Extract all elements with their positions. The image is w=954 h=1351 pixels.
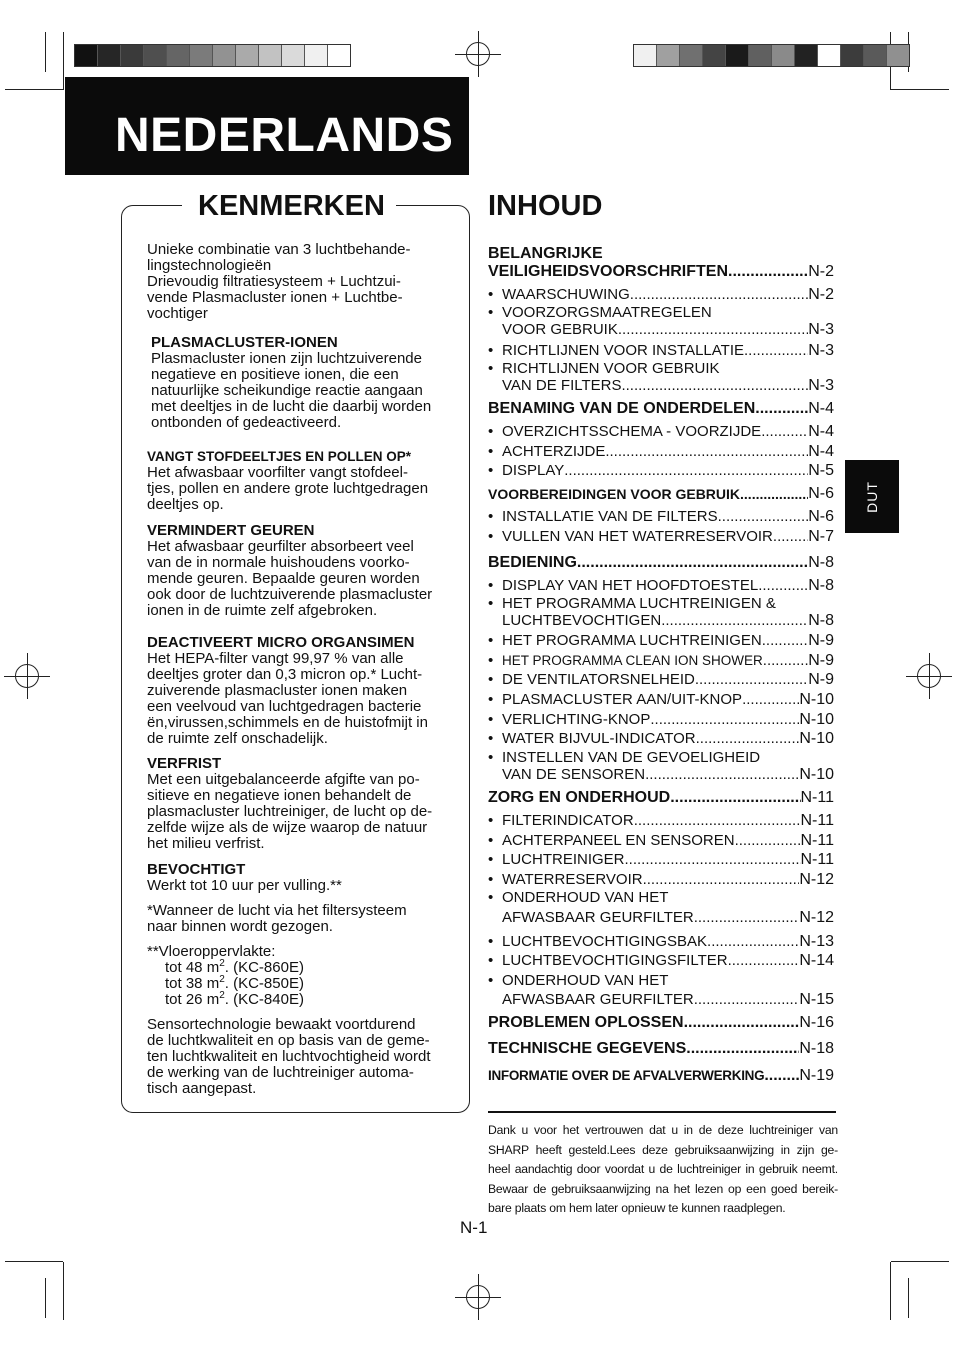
bullet: • [488, 632, 494, 649]
bullet: • [488, 952, 494, 969]
toc-page: N-10 [799, 691, 834, 708]
toc-leader [744, 342, 808, 360]
area-line [147, 976, 452, 992]
page-number: N-1 [460, 1218, 488, 1237]
area-value: tot 26 m [165, 991, 220, 1008]
calibration-swatch [841, 45, 864, 66]
toc-label: ZORG EN ONDERHOUD [488, 789, 671, 806]
calibration-swatch [328, 45, 350, 66]
superscript: 2 [219, 958, 225, 969]
text-line: ook door de luchtzuiverende plasmacluster [147, 586, 433, 603]
toc-leader [728, 263, 808, 281]
toc-entry[interactable] [488, 508, 834, 526]
calibration-swatch [282, 45, 305, 66]
text-line: SHARP heeft gesteld.Lees deze gebruiksaanwijzing in zijn ge- [488, 1142, 838, 1157]
calibration-swatch [657, 45, 680, 66]
toc-label: TECHNISCHE GEGEVENS [488, 1040, 687, 1057]
toc-page: N-12 [799, 871, 834, 888]
text-line: natuurlijke scheikundige reactie aangaan [151, 382, 423, 399]
text-line: een veelvoud van luchtgedragen bacterie [147, 698, 422, 715]
bullet: • [488, 812, 494, 829]
bullet: • [488, 508, 494, 525]
toc-label: ACHTERZIJDE [502, 443, 606, 460]
toc-label: RICHTLIJNEN VOOR INSTALLATIE [502, 342, 744, 359]
toc-leader [643, 871, 800, 889]
toc-label: PROBLEMEN OPLOSSEN [488, 1014, 684, 1031]
text-line: ontbonden of gedeactiveerd. [151, 414, 342, 431]
toc-entry[interactable] [502, 991, 834, 1009]
toc-label: AFWASBAAR GEURFILTER [502, 909, 694, 926]
toc-leader [718, 508, 809, 526]
language-tab-label: DUT [864, 480, 880, 513]
feature-title: VANGT STOFDEELTJES EN POLLEN OP* [147, 449, 412, 464]
bullet: • [488, 691, 494, 708]
bullet: • [488, 652, 494, 669]
toc-entry[interactable] [488, 832, 834, 850]
text-line: Dank u voor het vertrouwen dat u in de deze luchtreiniger van [488, 1123, 838, 1137]
toc-entry[interactable] [488, 1040, 834, 1058]
calibration-swatch [75, 45, 98, 66]
text-line: van de in normale huishoudens voorko- [147, 554, 410, 571]
toc-entry[interactable] [502, 377, 834, 395]
bullet: • [488, 730, 494, 747]
toc-label: HET PROGRAMMA LUCHTREINIGEN [502, 632, 762, 649]
text-line: Bewaar de gebruiksaanwijzing na het lezen op een goed bereik- [488, 1181, 838, 1196]
features-heading: KENMERKEN [198, 190, 385, 222]
toc-page: N-16 [799, 1014, 834, 1031]
toc-page: N-11 [800, 812, 834, 829]
toc-heading: BELANGRIJKE [488, 245, 603, 262]
crop-mark [45, 32, 46, 72]
text-line: de werking van de luchtreiniger automa- [147, 1064, 414, 1081]
bullet: • [488, 851, 494, 868]
registration-mark-icon [15, 664, 39, 688]
bullet: • [488, 304, 494, 321]
feature-sensor [147, 1017, 452, 1097]
toc-entry[interactable] [488, 933, 834, 951]
toc-label: VERLICHTING-KNOP [502, 711, 651, 728]
calibration-swatch [703, 45, 726, 66]
toc-label: VOOR GEBRUIK [502, 321, 618, 338]
toc-page: N-11 [800, 832, 834, 849]
toc-label: WATERRESERVOIR [502, 871, 643, 888]
toc-entry-line [488, 749, 760, 767]
toc-leader [758, 577, 808, 595]
toc-leader [742, 691, 799, 709]
toc-entry[interactable] [488, 400, 834, 418]
crop-mark [908, 1278, 909, 1318]
toc-entry-line [488, 889, 668, 907]
toc-leader [661, 612, 808, 630]
crop-mark [5, 89, 63, 90]
text-line: Drievoudig filtratiesysteem + Luchtzui- [147, 273, 401, 290]
toc-label: PLASMACLUSTER AAN/UIT-KNOP [502, 691, 743, 708]
bullet: • [488, 423, 494, 440]
toc-leader [728, 952, 800, 970]
text-line: **Vloeroppervlakte: [147, 943, 276, 960]
toc-entry[interactable] [488, 286, 834, 304]
toc-entry[interactable] [502, 766, 834, 784]
toc-label: HET PROGRAMMA CLEAN ION SHOWER [502, 653, 763, 668]
bullet: • [488, 360, 494, 377]
toc-page: N-11 [800, 789, 834, 806]
toc-page: N-12 [799, 909, 834, 926]
toc-leader [686, 1040, 799, 1058]
text-line: zuiverende plasmacluster ionen maken [147, 682, 408, 699]
toc-page: N-18 [799, 1040, 834, 1057]
toc-page: N-13 [799, 933, 834, 950]
toc-entry[interactable] [488, 577, 834, 595]
bullet: • [488, 342, 494, 359]
calibration-swatch [634, 45, 657, 66]
text-line: Plasmacluster ionen zijn luchtzuiverende [151, 350, 422, 367]
calibration-swatch [772, 45, 795, 66]
toc-label: DISPLAY [502, 462, 565, 479]
calibration-swatch [726, 45, 749, 66]
feature-title: VERMINDERT GEUREN [147, 522, 315, 539]
text-line: vochtiger [147, 305, 208, 322]
crop-mark [891, 89, 949, 90]
area-value: tot 48 m [165, 959, 220, 976]
contents-heading: INHOUD [488, 190, 603, 222]
toc-leader [630, 286, 808, 304]
toc-label: LUCHTREINIGER [502, 851, 625, 868]
text-line: Met een uitgebalanceerde afgifte van po- [147, 771, 420, 788]
toc-entry[interactable] [488, 730, 834, 748]
toc-label: VEILIGHEIDSVOORSCHRIFTEN [488, 263, 729, 280]
feature-dust-pollen [147, 449, 452, 513]
calibration-swatch [864, 45, 887, 66]
toc-entry[interactable] [488, 263, 834, 281]
toc-entry[interactable] [502, 909, 834, 927]
calibration-swatch [680, 45, 703, 66]
toc-page: N-2 [808, 263, 834, 280]
toc-entry[interactable] [488, 851, 834, 869]
text-line: de ruimte zelf onschadelijk. [147, 730, 328, 747]
toc-leader [761, 423, 808, 441]
text-line: Het HEPA-filter vangt 99,97 % van alle [147, 650, 404, 667]
text-line: *Wanneer de lucht via het filtersysteem [147, 902, 407, 919]
bullet: • [488, 749, 494, 766]
feature-refresh [147, 756, 452, 852]
toc-entry[interactable] [488, 871, 834, 889]
toc-entry[interactable] [488, 528, 834, 546]
divider [488, 1111, 836, 1113]
toc-entry-line [488, 595, 776, 613]
text-line: lingstechnologieën [147, 257, 272, 274]
text-line: Sensortechnologie bewaakt voortdurend [147, 1016, 416, 1033]
toc-page: N-19 [799, 1067, 834, 1084]
registration-mark-icon [466, 1285, 490, 1309]
text-line: plasmacluster luchtreiniger, de lucht op de- [147, 803, 433, 820]
toc-page: N-10 [799, 730, 834, 747]
toc-label: INSTALLATIE VAN DE FILTERS [502, 508, 718, 525]
toc-leader [650, 711, 799, 729]
thank-you-note [488, 1121, 838, 1219]
title-band [65, 77, 469, 175]
bullet: • [488, 711, 494, 728]
registration-mark-icon [917, 664, 941, 688]
toc-entry-line [488, 304, 712, 322]
bullet: • [488, 889, 494, 906]
toc-leader [618, 321, 808, 339]
area-line [147, 960, 452, 976]
text-line: naar binnen wordt gezogen. [147, 918, 333, 935]
text-line: Unieke combinatie van 3 luchtbehande- [147, 241, 411, 258]
toc-page: N-5 [808, 462, 834, 479]
toc-leader [764, 1067, 799, 1085]
crop-mark [5, 1261, 63, 1262]
bullet: • [488, 595, 494, 612]
calibration-swatch [167, 45, 190, 66]
toc-label: ACHTERPANEEL EN SENSOREN [502, 832, 735, 849]
toc-entry[interactable] [488, 485, 834, 503]
text-line: ten luchtkwaliteit en luchtvochtigheid wordt [147, 1048, 431, 1065]
toc-label: AFWASBAAR GEURFILTER [502, 991, 694, 1008]
bullet: • [488, 832, 494, 849]
text-line: tjes, pollen en andere grote luchtgedragen [147, 480, 429, 497]
toc-leader [564, 462, 808, 480]
toc-label: VAN DE FILTERS [502, 377, 622, 394]
toc-label: VOORBEREIDINGEN VOOR GEBRUIK [488, 486, 741, 502]
toc-label: ONDERHOUD VAN HET [502, 889, 669, 906]
text-line: mende geuren. Bepaalde geuren worden [147, 570, 420, 587]
toc-label: ONDERHOUD VAN HET [502, 972, 669, 989]
calibration-swatch [795, 45, 818, 66]
toc-entry[interactable] [488, 671, 834, 689]
toc-entry[interactable] [488, 652, 834, 670]
toc-entry[interactable] [488, 462, 834, 480]
toc-label: OVERZICHTSSCHEMA - VOORZIJDE [502, 423, 762, 440]
toc-entry[interactable] [488, 812, 834, 830]
toc-page: N-4 [808, 443, 834, 460]
toc-leader [670, 789, 800, 807]
toc-entry[interactable] [488, 711, 834, 729]
bullet: • [488, 933, 494, 950]
calibration-swatch [144, 45, 167, 66]
toc-label: LUCHTBEVOCHTIGINGSFILTER [502, 952, 728, 969]
bullet: • [488, 286, 494, 303]
toc-entry[interactable] [488, 691, 834, 709]
toc-label: WAARSCHUWING [502, 286, 630, 303]
toc-page: N-3 [808, 321, 834, 338]
text-line: deeltjes groter dan 0,3 micron op.* Lucht- [147, 666, 423, 683]
feature-humidify [147, 862, 452, 894]
toc-leader [695, 671, 808, 689]
toc-label: VULLEN VAN HET WATERRESERVOIR [502, 528, 773, 545]
toc-page: N-14 [799, 952, 834, 969]
calibration-swatch [98, 45, 121, 66]
toc-leader [707, 933, 799, 951]
toc-page: N-9 [808, 632, 834, 649]
toc-leader [696, 730, 800, 748]
toc-leader [621, 377, 808, 395]
toc-leader [763, 652, 808, 670]
toc-page: N-3 [808, 377, 834, 394]
text-line: Het afwasbaar geurfilter absorbeert veel [147, 538, 414, 555]
toc-entry[interactable] [488, 632, 834, 650]
language-tab [845, 460, 899, 533]
calibration-swatch [236, 45, 259, 66]
text-line: tisch aangepast. [147, 1080, 257, 1097]
crop-mark [890, 1262, 891, 1320]
toc-page: N-11 [800, 851, 834, 868]
feature-title: BEVOCHTIGT [147, 861, 246, 878]
calibration-swatch [259, 45, 282, 66]
toc-entry[interactable] [488, 789, 834, 807]
text-line: de luchtkwaliteit en op basis van de geme- [147, 1032, 430, 1049]
toc-entry[interactable] [488, 952, 834, 970]
text-line: heel aandachtig door voordat u de luchtreiniger in gebruik neemt. [488, 1162, 838, 1176]
area-value: tot 38 m [165, 975, 220, 992]
text-line: ën,virussen,schimmels en de huistofmijt in [147, 714, 428, 731]
crop-mark [63, 32, 64, 90]
toc-leader [740, 485, 808, 503]
footnote-floor-area [147, 944, 452, 1008]
text-line: sitieve en negatieve ionen behandelt de [147, 787, 412, 804]
toc-label: DISPLAY VAN HET HOOFDTOESTEL [502, 577, 759, 594]
superscript: 2 [219, 990, 225, 1001]
calibration-swatch [818, 45, 841, 66]
feature-title: VERFRIST [147, 755, 222, 772]
toc-label: BENAMING VAN DE ONDERDELEN [488, 400, 756, 417]
color-calibration-bar-left [74, 44, 351, 67]
calibration-swatch [213, 45, 236, 66]
toc-label: HET PROGRAMMA LUCHTREINIGEN & [502, 595, 776, 612]
toc-label: INFORMATIE OVER DE AFVALVERWERKING [488, 1068, 765, 1083]
toc-leader [755, 400, 808, 418]
text-line: bare plaats om hem later opnieuw te kunnen raadplegen. [488, 1201, 786, 1215]
toc-entry-line [488, 360, 720, 378]
bullet: • [488, 443, 494, 460]
toc-page: N-15 [799, 991, 834, 1008]
color-calibration-bar-right [633, 44, 910, 67]
toc-label: LUCHTBEVOCHTIGINGSBAK [502, 933, 708, 950]
toc-label: RICHTLIJNEN VOOR GEBRUIK [502, 360, 720, 377]
feature-title: PLASMACLUSTER-IONEN [151, 334, 338, 351]
toc-page: N-9 [808, 652, 834, 669]
crop-mark [891, 1261, 949, 1262]
toc-leader [605, 443, 808, 461]
toc-leader [694, 909, 800, 927]
text-line: deeltjes op. [147, 496, 224, 513]
feature-micro-organisms [147, 635, 452, 747]
bullet: • [488, 462, 494, 479]
toc-entry[interactable] [488, 423, 834, 441]
text-line: ionen in de ruimte zelf afgebroken. [147, 602, 378, 619]
text-line: negatieve en positieve ionen, die een [151, 366, 399, 383]
toc-leader [762, 632, 808, 650]
toc-page: N-2 [808, 286, 834, 303]
calibration-swatch [121, 45, 144, 66]
footnote-filter [147, 903, 452, 935]
toc-leader [735, 832, 801, 850]
feature-odours [147, 523, 452, 619]
area-model: . (KC-850E) [224, 975, 304, 992]
toc-entry[interactable] [502, 321, 834, 339]
toc-leader [645, 766, 799, 784]
toc-label: DE VENTILATORSNELHEID [502, 671, 695, 688]
text-line: Werkt tot 10 uur per vulling.** [147, 877, 342, 894]
toc-entry[interactable] [502, 612, 834, 630]
toc-entry[interactable] [488, 342, 834, 360]
toc-leader [684, 1014, 800, 1032]
toc-leader [694, 991, 800, 1009]
toc-label: LUCHTBEVOCHTIGEN [502, 612, 662, 629]
toc-page: N-4 [808, 423, 834, 440]
area-line [147, 992, 452, 1008]
bullet: • [488, 972, 494, 989]
toc-page: N-4 [808, 400, 834, 417]
bullet: • [488, 671, 494, 688]
features-intro [147, 242, 452, 322]
area-model: . (KC-840E) [224, 991, 304, 1008]
text-line: vende Plasmacluster ionen + Luchtbe- [147, 289, 403, 306]
text-line: Het afwasbaar voorfilter vangt stofdeel- [147, 464, 408, 481]
toc-label: VAN DE SENSOREN [502, 766, 646, 783]
toc-label: VOORZORGSMAATREGELEN [502, 304, 712, 321]
toc-page: N-6 [808, 508, 834, 525]
crop-mark [45, 1278, 46, 1318]
toc-leader [625, 851, 801, 869]
feature-plasmacluster [151, 335, 451, 431]
toc-entry[interactable] [488, 443, 834, 461]
toc-leader [773, 528, 808, 546]
feature-title: DEACTIVEERT MICRO ORGANSIMEN [147, 634, 415, 651]
bullet: • [488, 528, 494, 545]
superscript: 2 [219, 974, 225, 985]
bullet: • [488, 577, 494, 594]
toc-page: N-8 [808, 612, 834, 629]
calibration-swatch [887, 45, 909, 66]
toc-page: N-10 [799, 711, 834, 728]
toc-page: N-8 [808, 577, 834, 594]
toc-entry[interactable] [488, 554, 834, 572]
toc-page: N-6 [808, 485, 834, 502]
toc-entry-line [488, 972, 668, 990]
calibration-swatch [305, 45, 328, 66]
toc-page: N-8 [808, 554, 834, 571]
calibration-swatch [190, 45, 213, 66]
toc-label: WATER BIJVUL-INDICATOR [502, 730, 696, 747]
crop-mark [63, 1262, 64, 1320]
toc-entry[interactable] [488, 1067, 834, 1085]
toc-entry[interactable] [488, 1014, 834, 1032]
toc-label: BEDIENING [488, 554, 577, 571]
toc-page: N-9 [808, 671, 834, 688]
toc-page: N-3 [808, 342, 834, 359]
text-line: met deeltjes in de lucht die daarbij worden [151, 398, 432, 415]
bullet: • [488, 871, 494, 888]
toc-label: INSTELLEN VAN DE GEVOELIGHEID [502, 749, 761, 766]
toc-leader [634, 812, 801, 830]
text-line: het milieu verfrist. [147, 835, 265, 852]
calibration-swatch [749, 45, 772, 66]
toc-label: FILTERINDICATOR [502, 812, 634, 829]
text-line: zelfde wijze als de wijze waarop de natuur [147, 819, 428, 836]
toc-page: N-10 [799, 766, 834, 783]
toc-leader [577, 554, 808, 572]
toc-page: N-7 [808, 528, 834, 545]
area-model: . (KC-860E) [224, 959, 304, 976]
page-title: NEDERLANDS [115, 109, 454, 162]
registration-mark-icon [466, 42, 490, 66]
